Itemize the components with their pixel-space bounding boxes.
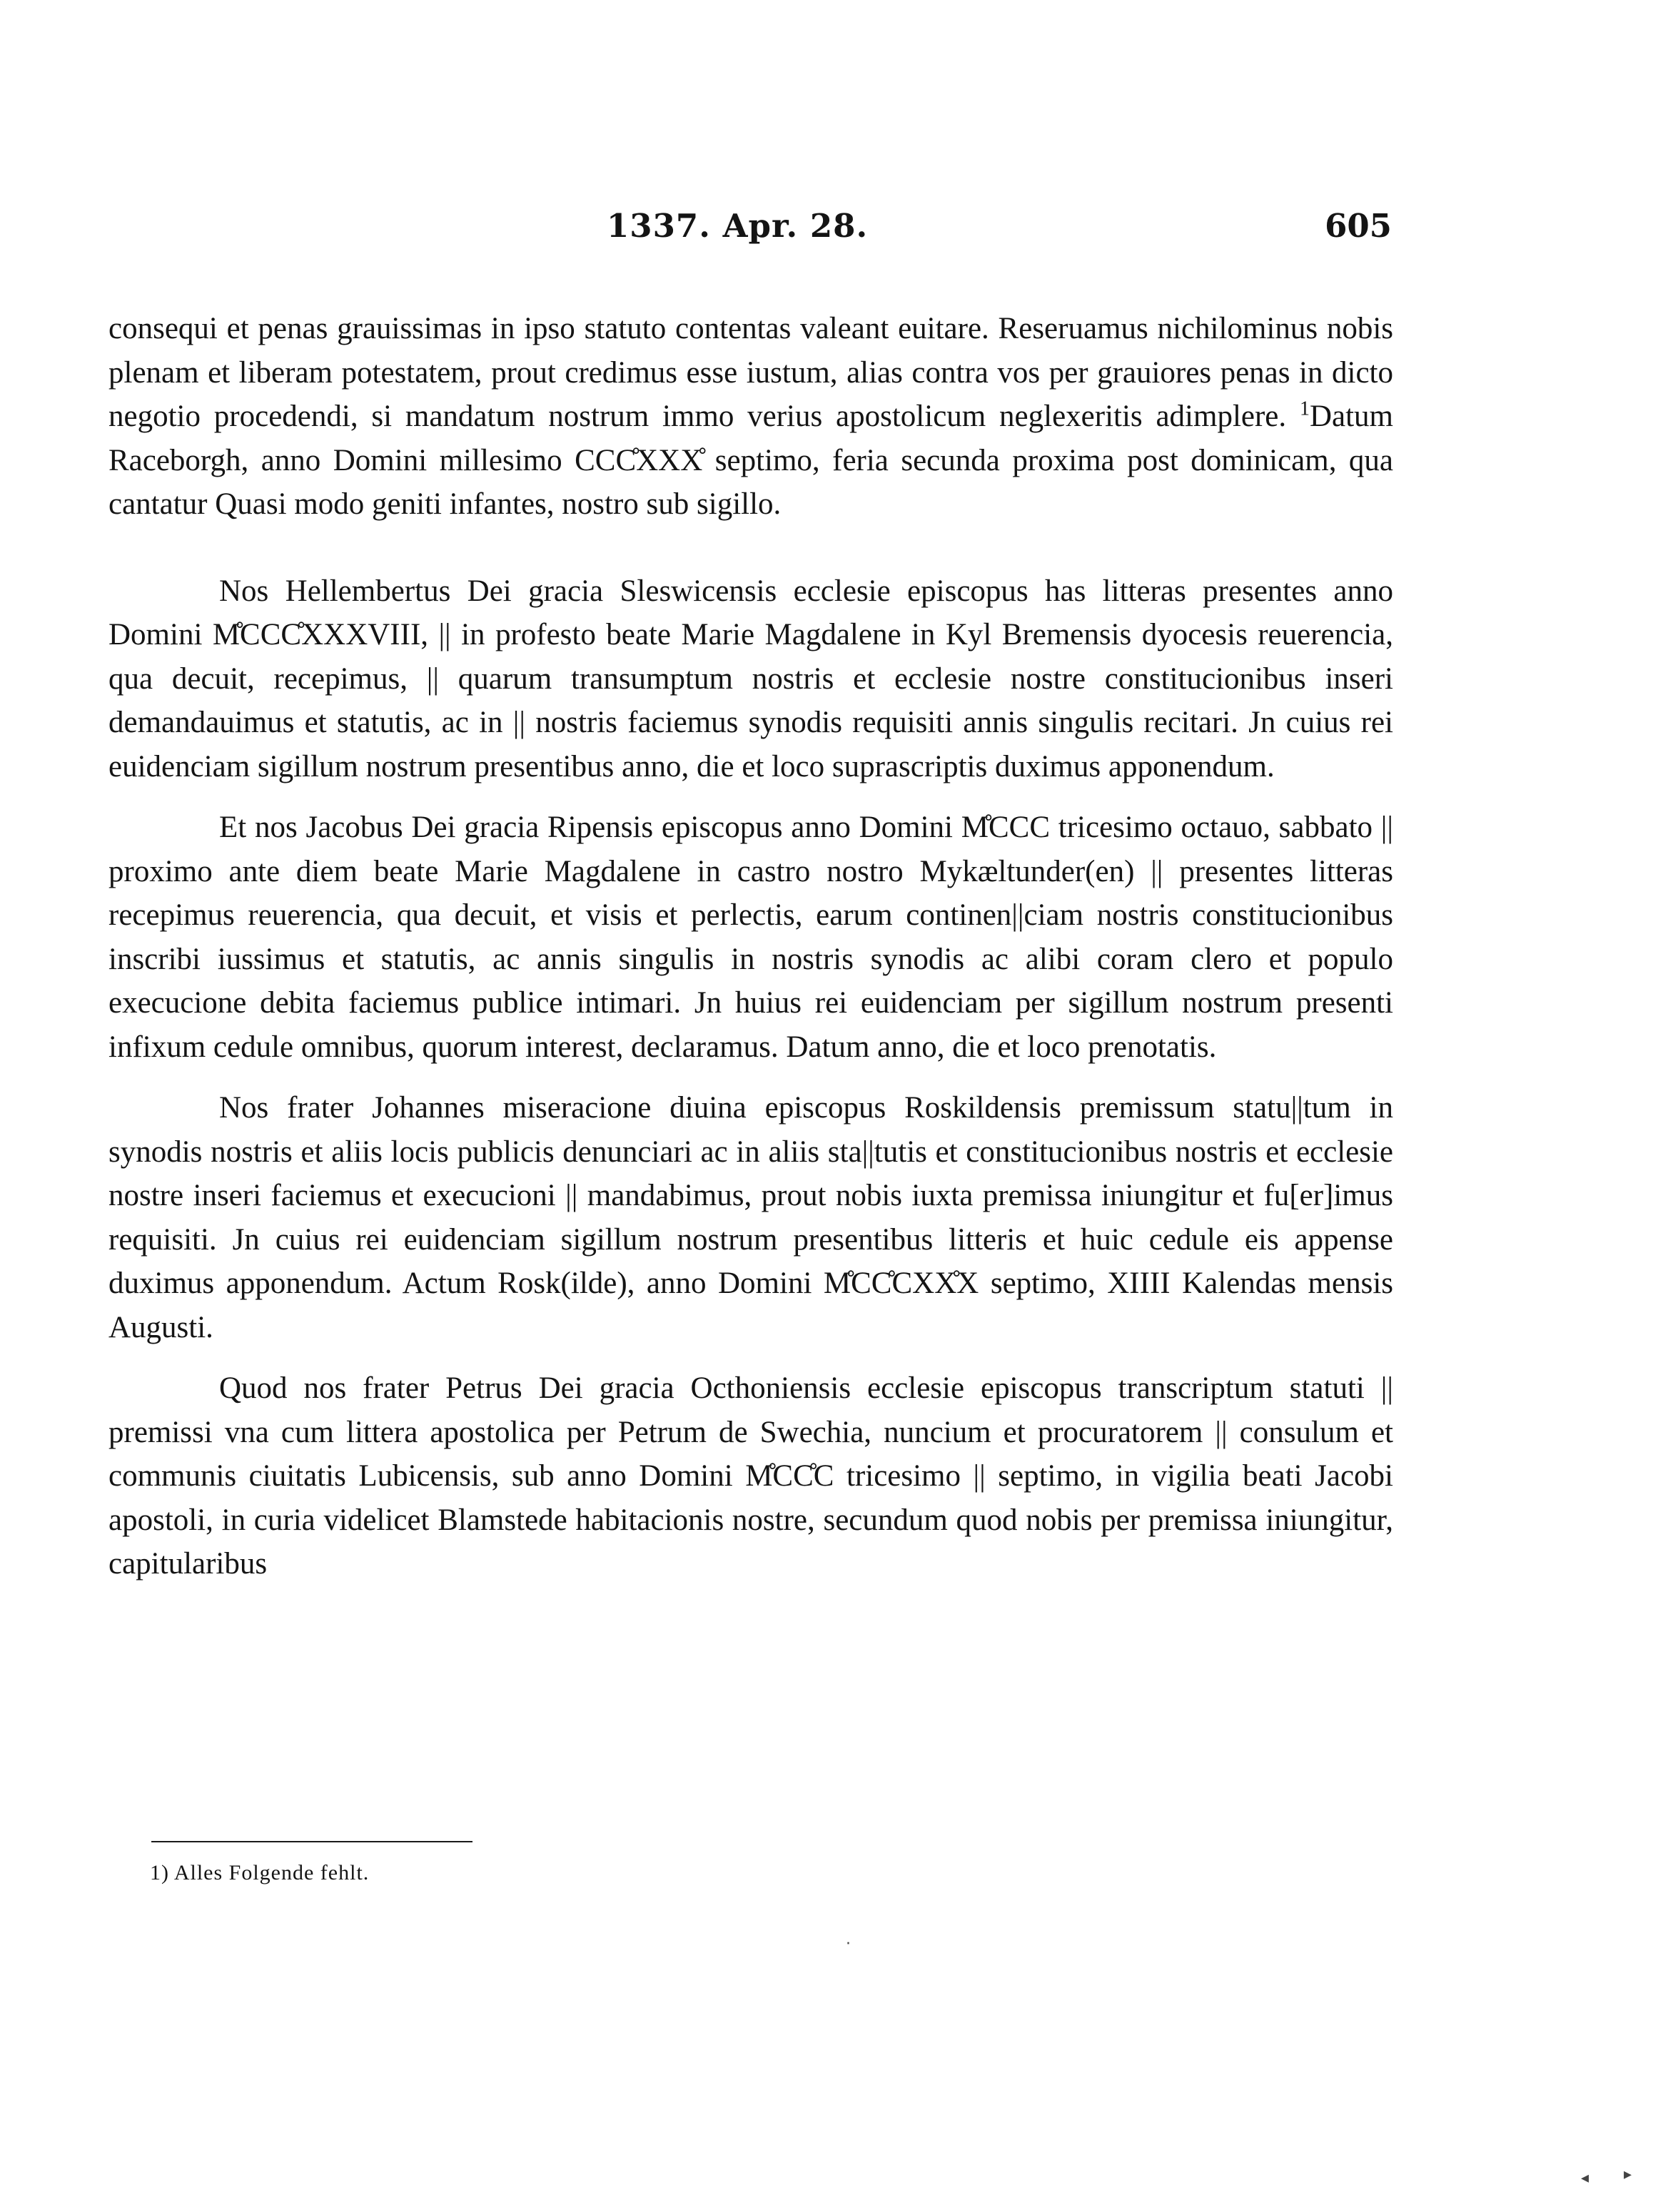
page-header bbox=[107, 207, 1392, 264]
running-head: 1337. Apr. 28. bbox=[607, 207, 869, 245]
scan-speck: · bbox=[846, 1935, 851, 1953]
paragraph-johannes: Nos frater Johannes miseracione diuina episcopus Roskildensis premissum statu||tum in synodis nostris et aliis locis publicis denunciari ac in aliis sta||tutis et constitucionibus nostris et ecclesie nostre inseri faciemus et execucioni || mandabimus, prout nobis iuxta premissa iniungitur et fu[er]imus requisiti. Jn cuius rei euidenciam sigillum nostrum presentibus litteris et huic cedule eis appense duximus apponendum. Actum Rosk(ilde), anno Domini M̊CC̊CXX̊X septimo, XIIII Kalendas mensis Augusti. bbox=[108, 1091, 1393, 1344]
paragraph-continuation bbox=[108, 307, 1393, 527]
paragraph-petrus: Quod nos frater Petrus Dei gracia Octhoniensis ecclesie episcopus transcriptum statuti || premissi vna cum littera apostolica per Petrum de Swechia, nuncium et procuratorem || consulum et communis ciuitatis Lubicensis, sub anno Domini M̊CC̊C tricesimo || septimo, in vigilia beati Jacobi apostoli, in curia videlicet Blamstede habitacionis nostre, secundum quod nobis per premissa iniungitur, capitularibus bbox=[108, 1371, 1393, 1581]
scan-speck: ▸ bbox=[1624, 2166, 1632, 2183]
footnote-divider bbox=[151, 1841, 472, 1842]
footnote-reference: 1 bbox=[1299, 397, 1310, 420]
paragraph-text: Datum Raceborgh, anno Domini millesimo CCC̊XXX̊ septimo, feria secunda proxima post dominicam, qua cantatur Quasi modo geniti infantes, nostro sub sigillo. bbox=[108, 400, 1393, 521]
paragraph-text: consequi et penas grauissimas in ipso statuto contentas valeant euitare. Reseruamus nichilominus nobis plenam et liberam potestatem, prout credimus esse iustum, alias contra vos per grauiores penas in dicto negotio procedendi, si mandatum nostrum immo verius apostolicum neglexeritis adimplere. bbox=[108, 312, 1393, 433]
body-text bbox=[108, 307, 1393, 1586]
scan-speck: ◂ bbox=[1581, 2169, 1589, 2187]
paragraph-jacobus: Et nos Jacobus Dei gracia Ripensis episcopus anno Domini M̊CCC tricesimo octauo, sabbato || proximo ante diem beate Marie Magdalene in castro nostro Mykæltunder(en) || presentes litteras recepimus reuerencia, qua decuit, et visis et perlectis, earum continen||ciam nostris constitucionibus inscribi iussimus et statutis, ac annis singulis in nostris synodis ac alibi coram clero et populo execucione debita faciemus publice intimari. Jn huius rei euidenciam per sigillum nostrum presenti infixum cedule omnibus, quorum interest, declaramus. Datum anno, die et loco prenotatis. bbox=[108, 811, 1393, 1064]
page-number: 605 bbox=[1325, 207, 1392, 245]
footnote: 1) Alles Folgende fehlt. bbox=[150, 1861, 370, 1884]
paragraph-hellembertus: Nos Hellembertus Dei gracia Sleswicensis ecclesie episcopus has litteras presentes anno Domini M̊CCC̊XXXVIII, || in profesto beate Marie Magdalene in Kyl Bremensis dyocesis reuerencia, qua decuit, recepimus, || quarum transumptum nostris et ecclesie nostre constitucionibus inseri demandauimus et statutis, ac in || nostris faciemus synodis requisiti annis singulis recitari. Jn cuius rei euidenciam sigillum nostrum presentibus anno, die et loco suprascriptis duximus apponendum. bbox=[108, 574, 1393, 783]
